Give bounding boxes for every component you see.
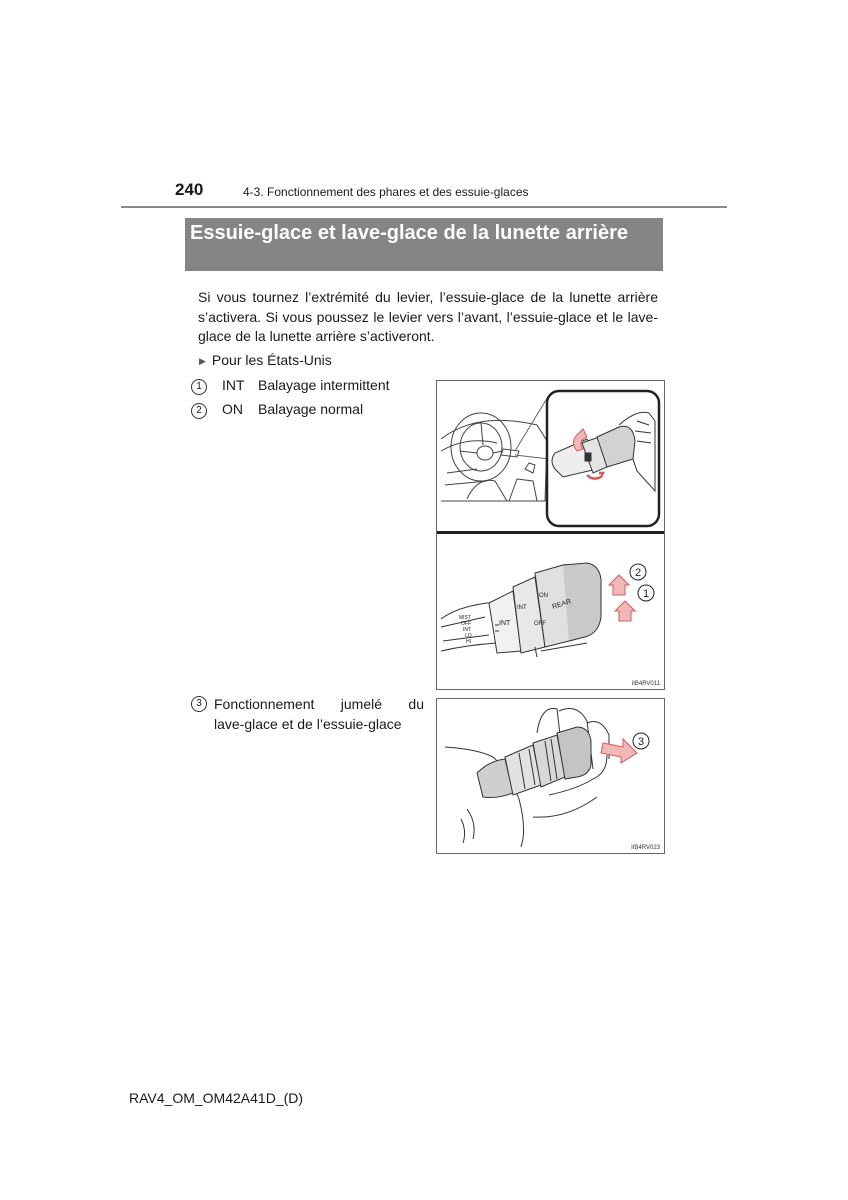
legend-description: Balayage intermittent <box>258 377 390 393</box>
page-number: 240 <box>175 180 204 199</box>
figure-washer-operation <box>436 698 665 854</box>
legend-item-int <box>191 377 390 395</box>
figure-code: IIB4RV011 <box>631 681 660 687</box>
legend-description: Balayage normal <box>258 401 364 417</box>
region-note <box>199 352 332 368</box>
figure-code: IIB4RV023 <box>631 845 660 851</box>
callout-1: 1 <box>642 588 650 600</box>
circled-number: 1 <box>191 379 207 395</box>
lever-label-rear: REAR <box>551 598 573 611</box>
circled-number: 3 <box>191 696 207 712</box>
footer-doc-id: RAV4_OM_OM42A41D_(D) <box>129 1090 304 1106</box>
figure-1-illustration <box>437 381 664 689</box>
section-path: 4-3. Fonctionnement des phares et des essuie-glaces <box>243 185 529 199</box>
step-3-line-1: Fonctionnement jumelé du <box>214 696 424 712</box>
region-label: Pour les États-Unis <box>211 352 332 368</box>
callout-3: 3 <box>637 736 645 748</box>
switch-position-lo: LO <box>465 633 472 639</box>
figure-2-illustration <box>437 699 664 853</box>
switch-position-int: INT <box>463 627 472 633</box>
rotate-arrow-icon <box>615 601 635 621</box>
circled-number: 2 <box>191 403 207 419</box>
legend-item-on <box>191 401 364 419</box>
step-3-line-2: lave-glace et de l’essuie-glace <box>214 716 402 732</box>
legend-code: INT <box>222 377 245 393</box>
callout-2: 2 <box>634 567 642 579</box>
figure-rear-wiper-lever <box>436 380 665 690</box>
lever-label-off: OFF <box>534 621 546 627</box>
switch-position-mist: MIST <box>459 615 471 621</box>
lever-ring-int: INT <box>499 620 511 627</box>
legend-code: ON <box>222 401 243 417</box>
lever-label-on: ON <box>539 593 548 599</box>
switch-position-hi: HI <box>466 639 471 645</box>
triangle-bullet-icon: ▶ <box>199 356 206 366</box>
intro-paragraph: Si vous tournez l’extrémité du levier, l’essuie-glace de la lunette arrière s’activera. Si vous poussez le levier vers l’avant, l’essuie-glace et le lave-glace de la lunette arrière s’activeront. <box>198 289 658 344</box>
section-title: Essuie-glace et lave-glace de la lunette arrière <box>185 218 663 271</box>
switch-position-off: OFF <box>461 621 471 627</box>
lever-label-int: INT <box>517 605 527 611</box>
step-3 <box>191 694 424 734</box>
rotate-arrow-icon <box>609 575 629 595</box>
header-rule <box>121 206 727 208</box>
